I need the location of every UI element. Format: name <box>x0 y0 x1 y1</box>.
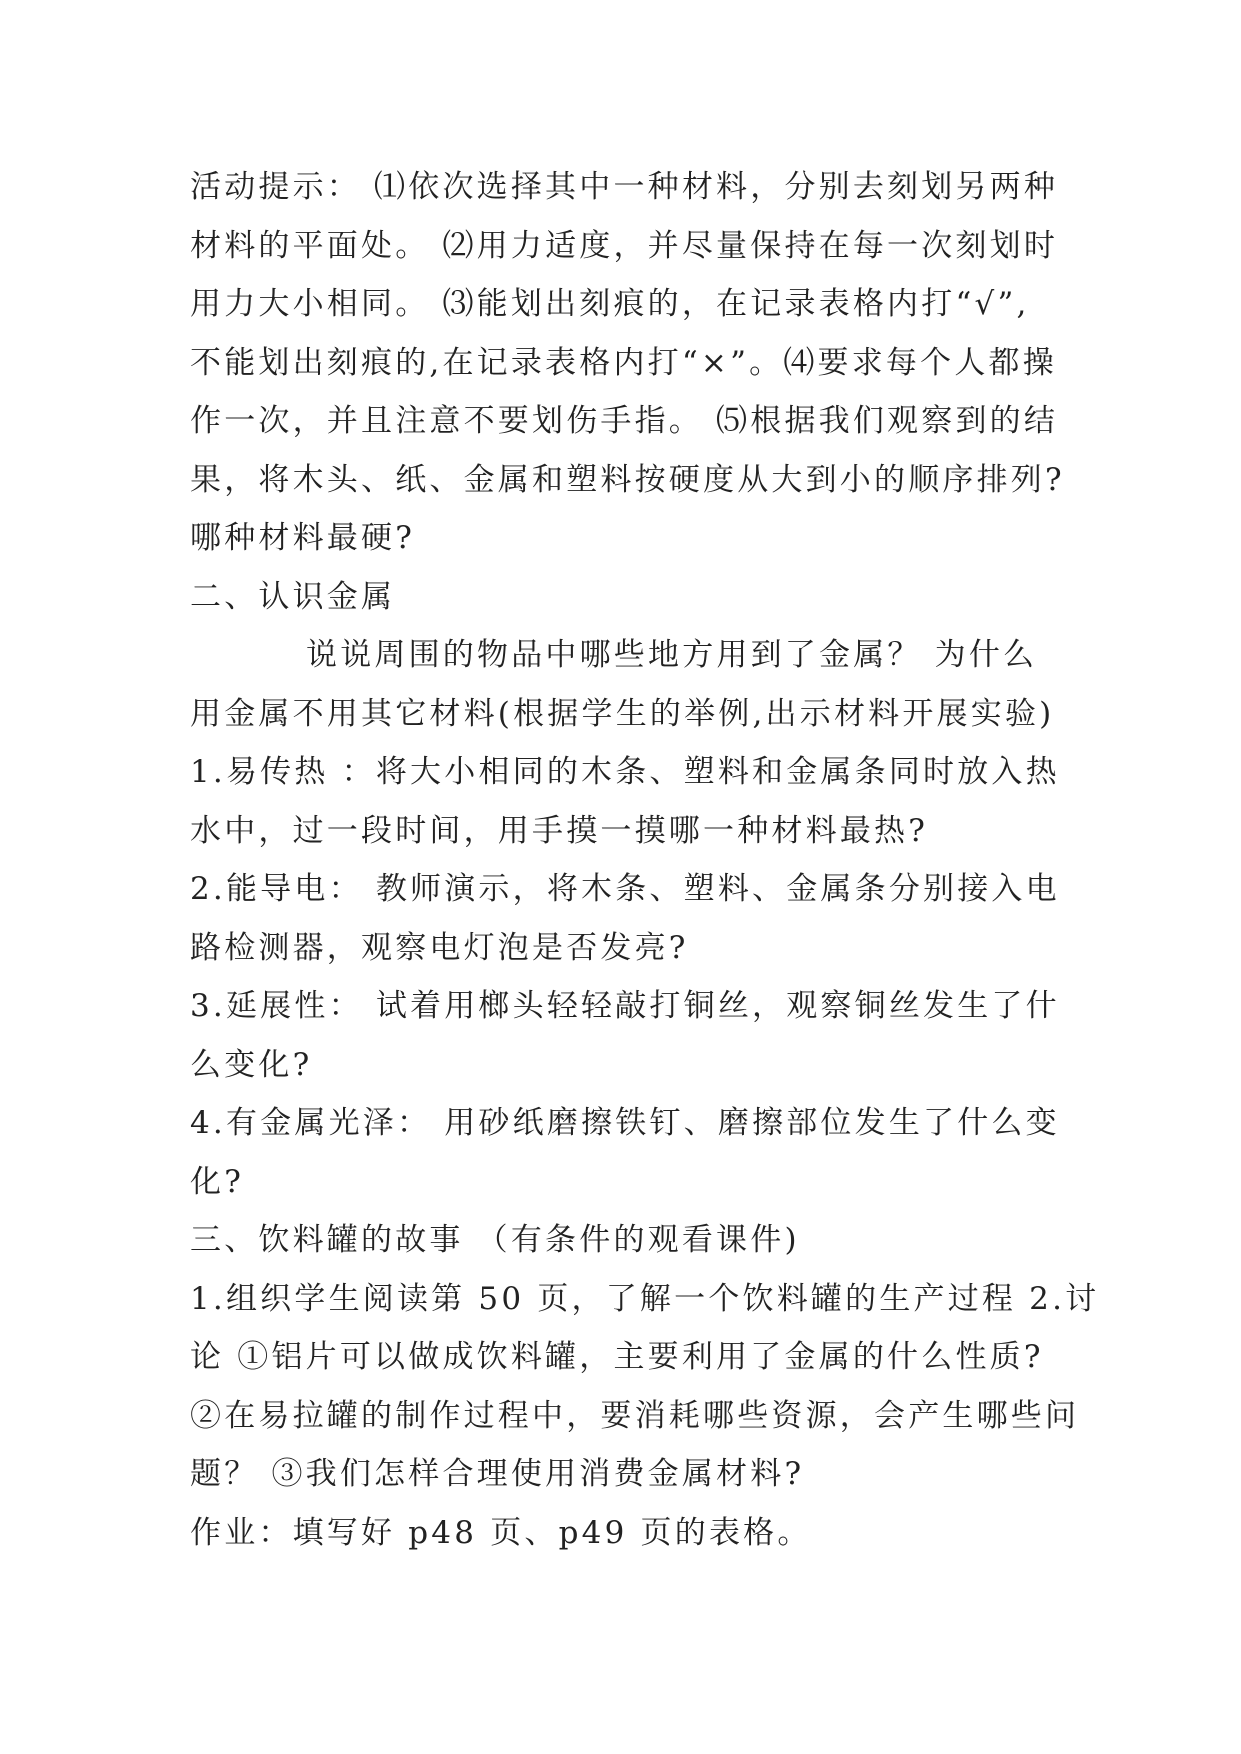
text-line-15: 3.延展性： 试着用榔头轻轻敲打铜丝，观察铜丝发生了什 <box>190 988 1060 1024</box>
homework-line: 作业：填写好 p48 页、p49 页的表格。 <box>190 1514 812 1551</box>
text-line-11: 1.易传热 ：将大小相同的木条、塑料和金属条同时放入热 <box>190 754 1060 790</box>
text-line-4: 不能划出刻痕的,在记录表格内打“×”。⑷要求每个人都操 <box>190 344 1057 381</box>
text-line-17: 4.有金属光泽： 用砂纸磨擦铁钉、磨擦部位发生了什么变 <box>190 1105 1060 1141</box>
text-line-2: 材料的平面处。 ⑵用力适度，并尽量保持在每一次刻划时 <box>190 227 1059 264</box>
document-body <box>190 158 1100 1562</box>
text-line-22: ②在易拉罐的制作过程中，要消耗哪些资源，会产生哪些问 <box>190 1397 1080 1434</box>
text-line-20: 1.组织学生阅读第 50 页，了解一个饮料罐的生产过程 2.讨 <box>190 1280 1100 1317</box>
text-line-10: 用金属不用其它材料(根据学生的举例,出示材料开展实验) <box>190 695 1055 732</box>
text-line-9: 说说周围的物品中哪些地方用到了金属？ 为什么 <box>306 637 1038 673</box>
text-line-18: 化? <box>190 1163 245 1200</box>
text-line-23: 题？ ③我们怎样合理使用消费金属材料? <box>190 1456 805 1492</box>
section-heading-3: 三、饮料罐的故事 （有条件的观看课件) <box>190 1222 800 1258</box>
section-heading-2: 二、认识金属 <box>190 578 396 615</box>
text-line-6: 果，将木头、纸、金属和塑料按硬度从大到小的顺序排列? <box>190 461 1065 498</box>
text-line-14: 路检测器，观察电灯泡是否发亮? <box>190 929 689 966</box>
text-line-12: 水中，过一段时间，用手摸一摸哪一种材料最热? <box>190 812 929 849</box>
text-line-1: 活动提示： ⑴依次选择其中一种材料，分别去刻划另两种 <box>190 169 1059 205</box>
text-line-3: 用力大小相同。 ⑶能划出刻痕的，在记录表格内打“√”, <box>190 286 1030 322</box>
text-line-7: 哪种材料最硬? <box>190 520 416 556</box>
text-line-13: 2.能导电： 教师演示，将木条、塑料、金属条分别接入电 <box>190 871 1060 907</box>
text-line-21: 论 ①铝片可以做成饮料罐，主要利用了金属的什么性质? <box>190 1339 1044 1375</box>
text-line-16: 么变化? <box>190 1046 313 1083</box>
text-line-5: 作一次，并且注意不要划伤手指。 ⑸根据我们观察到的结 <box>190 403 1059 439</box>
